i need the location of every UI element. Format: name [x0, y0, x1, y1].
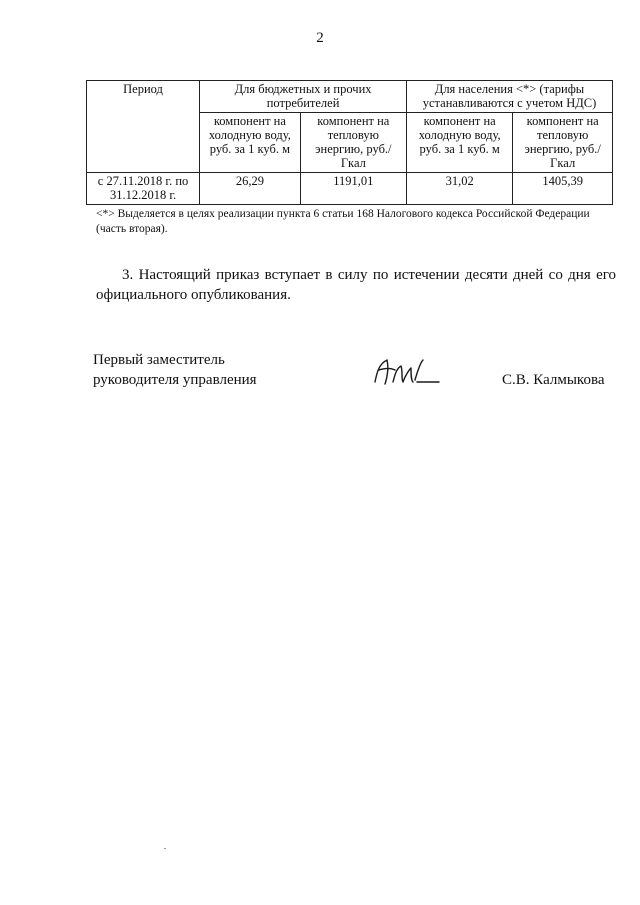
cell-population-thermal: 1405,39: [513, 173, 613, 205]
header-population-cold-water: компонент на холодную воду, руб. за 1 куб. м: [407, 113, 513, 173]
header-population-thermal-energy: компонент на тепловую энергию, руб./Гкал: [513, 113, 613, 173]
footnote: <*> Выделяется в целях реализации пункта 6 статьи 168 Налогового кодекса Российской Федерации (часть вторая).: [96, 208, 590, 235]
cell-period: с 27.11.2018 г. по 31.12.2018 г.: [87, 173, 200, 205]
cell-budget-thermal: 1191,01: [300, 173, 406, 205]
header-budget-group: Для бюджетных и прочих потребителей: [200, 81, 407, 113]
signer-title-line1: Первый заместитель: [93, 352, 225, 368]
signer-title-line2: руководителя управления: [93, 372, 257, 388]
signer-name: С.В. Калмыкова: [502, 372, 605, 388]
scan-speck: [164, 848, 166, 849]
cell-population-cold: 31,02: [407, 173, 513, 205]
clause-3: 3. Настоящий приказ вступает в силу по истечении десяти дней со дня его официального опубликования.: [96, 267, 616, 303]
header-population-group: Для населения <*> (тарифы устанавливаются с учетом НДС): [407, 81, 613, 113]
cell-budget-cold: 26,29: [200, 173, 301, 205]
header-period: Период: [87, 81, 200, 173]
table-header-row: [87, 81, 613, 113]
page-number: 2: [316, 30, 324, 46]
table-row: [87, 173, 613, 205]
header-budget-thermal-energy: компонент на тепловую энергию, руб./Гкал: [300, 113, 406, 173]
header-budget-cold-water: компонент на холодную воду, руб. за 1 куб. м: [200, 113, 301, 173]
signer-title: [93, 350, 257, 390]
handwritten-signature: [365, 352, 445, 392]
tariff-table: [86, 80, 613, 205]
